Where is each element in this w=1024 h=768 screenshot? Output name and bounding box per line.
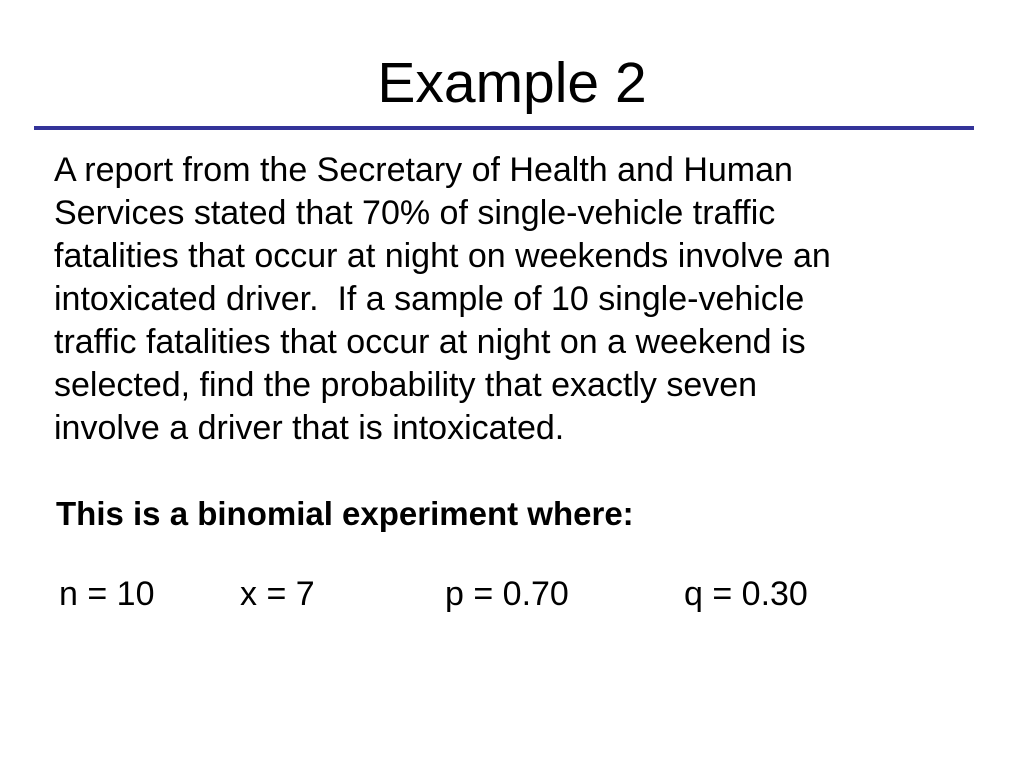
problem-line: traffic fatalities that occur at night on a weekend is xyxy=(54,323,806,361)
problem-statement xyxy=(54,149,984,450)
parameter-q: q = 0.30 xyxy=(684,575,808,613)
problem-line: Services stated that 70% of single-vehicle traffic xyxy=(54,194,776,232)
slide-title: Example 2 xyxy=(377,51,647,115)
binomial-heading: This is a binomial experiment where: xyxy=(56,495,634,532)
parameter-n: n = 10 xyxy=(59,575,155,613)
parameter-x: x = 7 xyxy=(240,575,315,613)
problem-line: selected, find the probability that exactly seven xyxy=(54,366,758,404)
title-underline-rule xyxy=(34,126,974,130)
problem-line: intoxicated driver. If a sample of 10 single-vehicle xyxy=(54,280,805,318)
problem-line: involve a driver that is intoxicated. xyxy=(54,409,565,447)
parameter-p: p = 0.70 xyxy=(445,575,569,613)
problem-line: A report from the Secretary of Health and Human xyxy=(54,151,793,189)
problem-line: fatalities that occur at night on weekends involve an xyxy=(54,237,831,275)
